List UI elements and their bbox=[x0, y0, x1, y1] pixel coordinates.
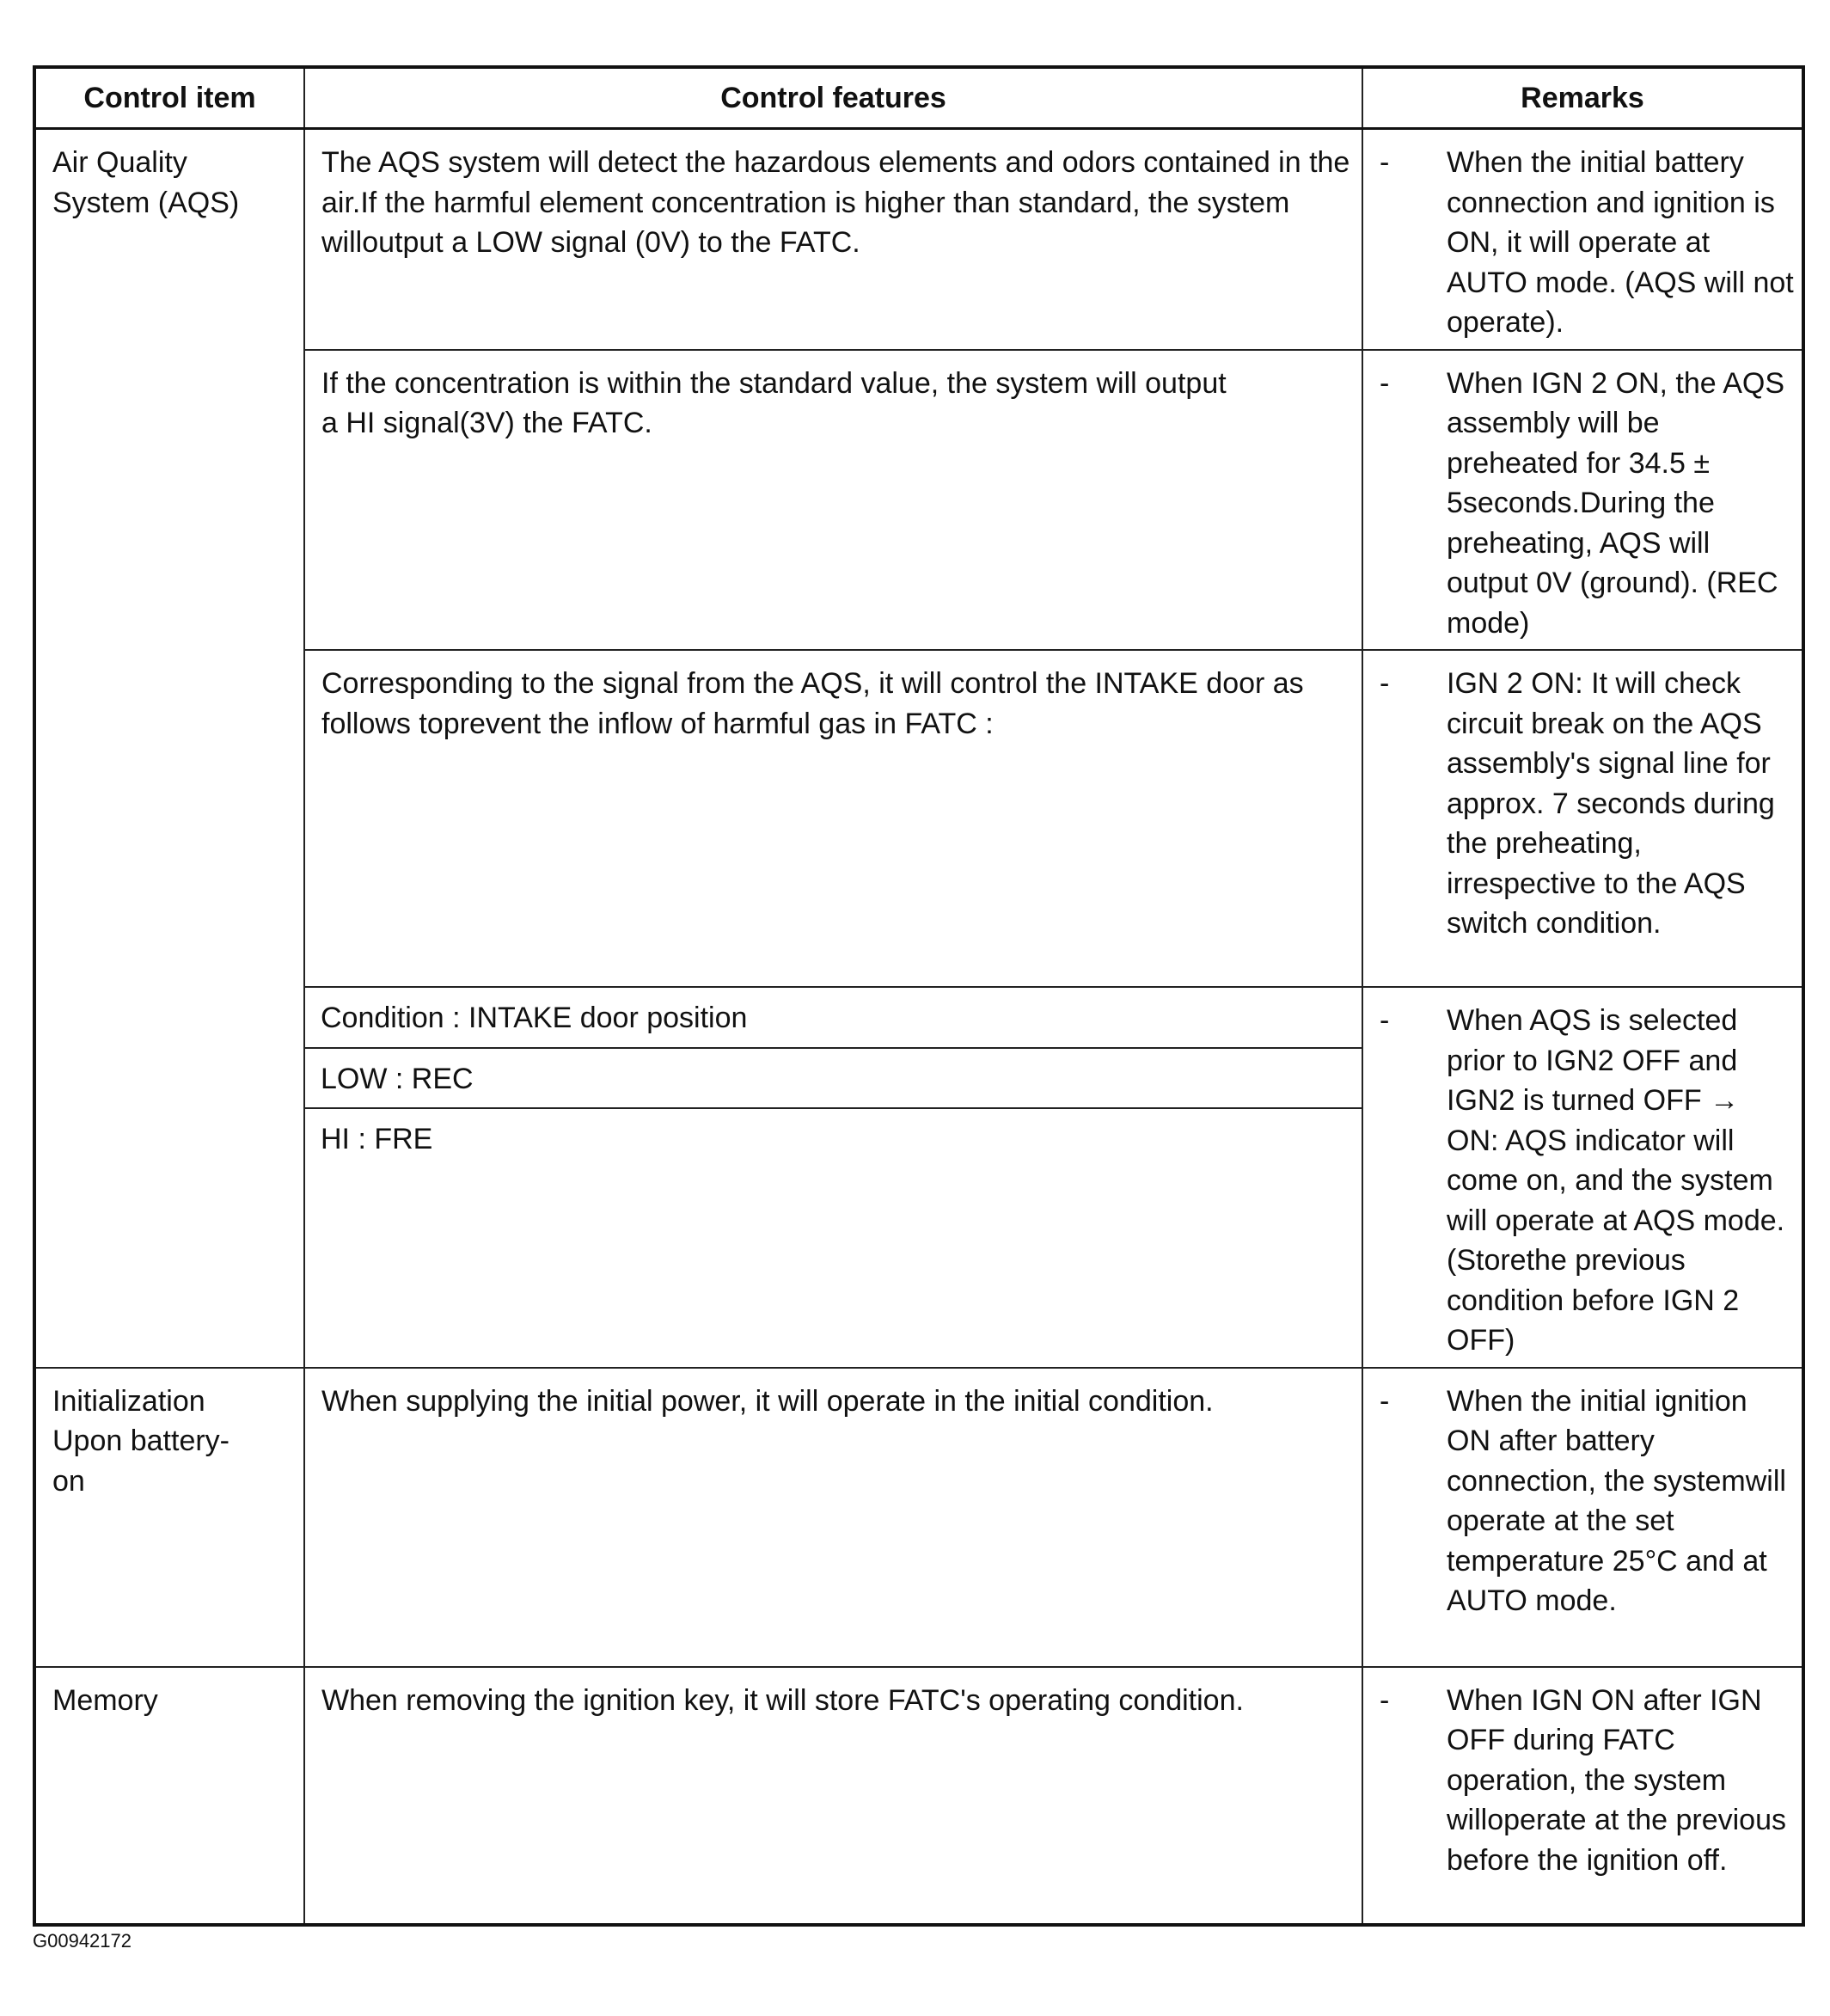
spec-table-container bbox=[33, 65, 1802, 1927]
remark-cell bbox=[1362, 1667, 1803, 1925]
aqs-item-cell bbox=[34, 129, 304, 1368]
remark-cell bbox=[1362, 350, 1803, 651]
remark-cell bbox=[1362, 1368, 1803, 1667]
feature-cell bbox=[304, 1368, 1362, 1667]
aqs-remark-2: When IGN 2 ON, the AQS assembly will be preheated for 34.5 ± 5seconds.During the preheating, AQS will output 0V (ground). (REC mode) bbox=[1447, 366, 1785, 640]
aqs-feature-3: Corresponding to the signal from the AQS, it will control the INTAKE door as follows toprevent the inflow of harmful gas in FATC : bbox=[321, 667, 1304, 740]
control-spec-table bbox=[33, 65, 1805, 1927]
memory-item-cell bbox=[34, 1667, 304, 1925]
table-row bbox=[34, 1368, 1803, 1667]
remark-bullet: - bbox=[1380, 1683, 1390, 1717]
init-remark: When the initial ignition ON after battery connection, the systemwill operate at the set temperature 25°C and at AUTO mode. bbox=[1447, 1384, 1786, 1617]
feature-cell bbox=[304, 350, 1362, 651]
aqs-feature-1: The AQS system will detect the hazardous elements and odors contained in the air.If the harmful element concentration is higher than standard, the system willoutput a LOW signal (0V) to the FATC. bbox=[321, 146, 1350, 259]
condition-header: Condition : INTAKE door position bbox=[305, 988, 1362, 1049]
aqs-item-label: Air Quality System (AQS) bbox=[52, 146, 240, 219]
condition-hi: HI : FRE bbox=[321, 1123, 433, 1155]
aqs-remark-3: IGN 2 ON: It will check circuit break on the AQS assembly's signal line for approx. 7 seconds during the preheating, irrespective to the AQS switch condition. bbox=[1447, 667, 1775, 940]
aqs-remark-4: When AQS is selected prior to IGN2 OFF and IGN2 is turned OFF → ON: AQS indicator will come on, and the system will operate at AQS mode. (Storethe previous condition before IGN 2 OFF) bbox=[1447, 1004, 1785, 1357]
remark-bullet: - bbox=[1380, 1004, 1390, 1037]
remark-bullet: - bbox=[1380, 366, 1390, 400]
remark-bullet: - bbox=[1380, 1384, 1390, 1418]
memory-feature: When removing the ignition key, it will store FATC's operating condition. bbox=[321, 1683, 1244, 1717]
remark-cell bbox=[1362, 650, 1803, 987]
table-row bbox=[34, 1667, 1803, 1925]
aqs-feature-2: If the concentration is within the standard value, the system will output a HI signal(3V) the FATC. bbox=[321, 366, 1227, 439]
conditions-cell bbox=[304, 987, 1362, 1368]
init-item-cell bbox=[34, 1368, 304, 1667]
table-row bbox=[34, 129, 1803, 350]
memory-item-label: Memory bbox=[52, 1683, 158, 1717]
header-control-features: Control features bbox=[304, 67, 1362, 129]
init-feature: When supplying the initial power, it will operate in the initial condition. bbox=[321, 1384, 1214, 1418]
remark-bullet: - bbox=[1380, 146, 1390, 179]
header-remarks: Remarks bbox=[1362, 67, 1803, 129]
feature-cell bbox=[304, 129, 1362, 350]
figure-code: G00942172 bbox=[33, 1930, 132, 1952]
condition-low: LOW : REC bbox=[305, 1049, 1362, 1110]
header-control-item: Control item bbox=[34, 67, 304, 129]
table-header-row bbox=[34, 67, 1803, 129]
aqs-remark-1: When the initial battery connection and ignition is ON, it will operate at AUTO mode. (AQS will not operate). bbox=[1447, 146, 1794, 339]
remark-cell bbox=[1362, 129, 1803, 350]
remark-bullet: - bbox=[1380, 667, 1390, 700]
init-item-label: Initialization Upon battery-on bbox=[52, 1384, 230, 1498]
memory-remark: When IGN ON after IGN OFF during FATC operation, the system willoperate at the previous before the ignition off. bbox=[1447, 1683, 1787, 1877]
feature-cell bbox=[304, 650, 1362, 987]
feature-cell bbox=[304, 1667, 1362, 1925]
remark-cell bbox=[1362, 987, 1803, 1368]
